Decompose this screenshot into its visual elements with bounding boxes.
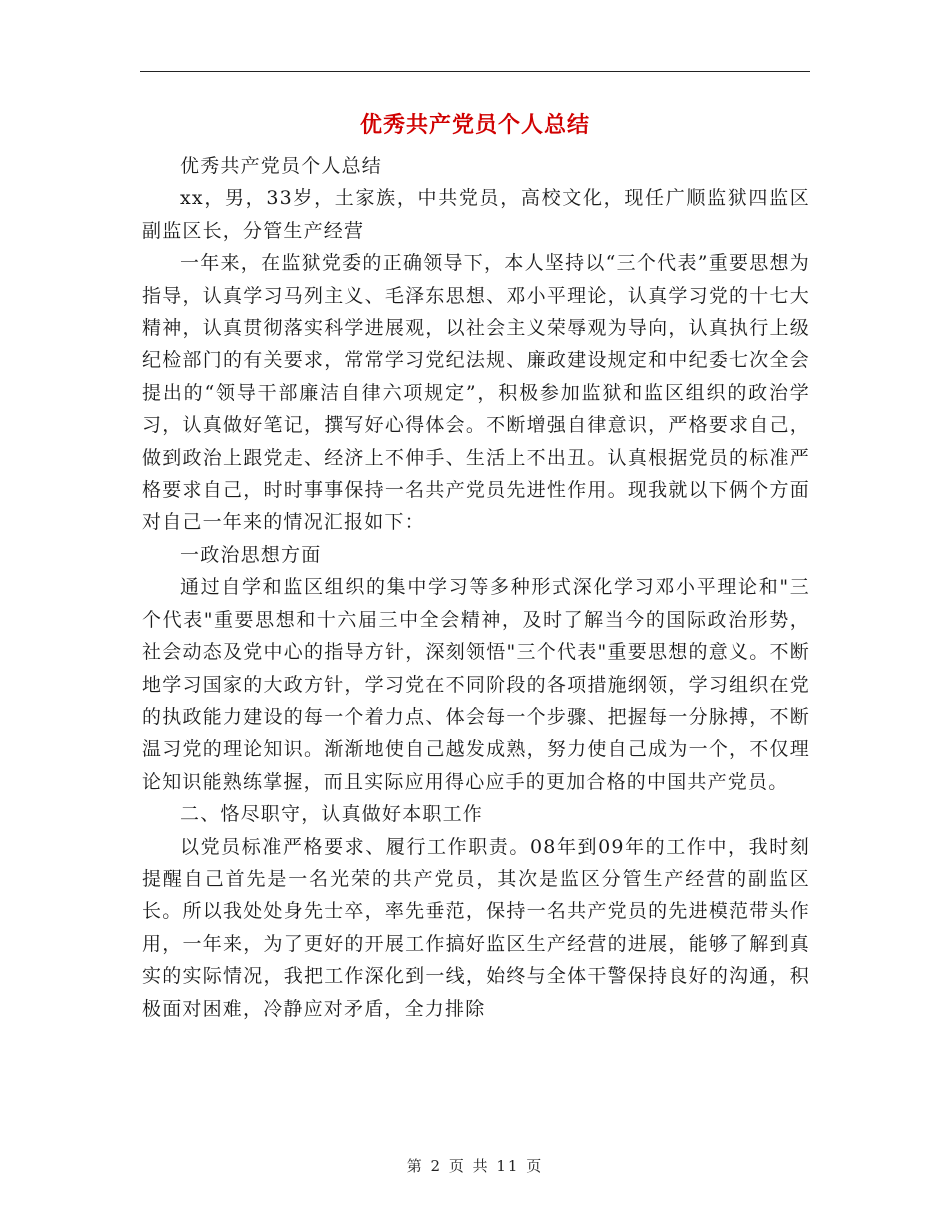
section-heading-political: 一政治思想方面 — [180, 543, 322, 566]
paragraph-political: 通过自学和监区组织的集中学习等多种形式深化学习邓小平理论和"三个代表"重要思想和十六届三中全会精神，及时了解当今的国际政治形势，社会动态及党中心的指导方针，深刻领悟"三个代表"重要思想的意义。不断地学习国家的大政方针，学习党在不同阶段的各项措施纲领，学习组织在党的执政能力建设的每一个着力点、体会每一个步骤、把握每一分脉搏，不断温习党的理论知识。渐渐地使自己越发成熟，努力使自己成为一个，不仅理论知识能熟练掌握，而且实际应用得心应手的更加合格的中国共产党员。 — [142, 576, 810, 793]
paragraph-overview: 一年来，在监狱党委的正确领导下，本人坚持以“三个代表”重要思想为指导，认真学习马列主义、毛泽东思想、邓小平理论，认真学习党的十七大精神，认真贯彻落实科学进展观，以社会主义荣辱观为导向，认真执行上级纪检部门的有关要求，常常学习党纪法规、廉政建设规定和中纪委七次全会提出的“领导干部廉洁自律六项规定”，积极参加监狱和监区组织的政治学习，认真做好笔记，撰写好心得体会。不断增强自律意识，严格要求自己，做到政治上跟党走、经济上不伸手、生活上不出丑。认真根据党员的标准严格要求自己，时时事事保持一名共产党员先进性作用。现我就以下俩个方面对自己一年来的情况汇报如下： — [142, 252, 810, 534]
document-title: 优秀共产党员个人总结 — [359, 113, 590, 138]
paragraph-personal-info: xx，男，33岁，土家族，中共党员，高校文化，现任广顺监狱四监区副监区长，分管生产经营 — [142, 187, 810, 242]
paragraph-subtitle: 优秀共产党员个人总结 — [180, 155, 383, 177]
document-body — [142, 150, 810, 1025]
header-rule — [140, 71, 810, 72]
paragraph-duty: 以党员标准严格要求、履行工作职责。08年到09年的工作中，我时刻提醒自己首先是一名光荣的共产党员，其次是监区分管生产经营的副监区长。所以我处处身先士卒，率先垂范，保持一名共产党员的先进模范带头作用，一年来，为了更好的开展工作搞好监区生产经营的进展，能够了解到真实的实际情况，我把工作深化到一线，始终与全体干警保持良好的沟通，积极面对困难，冷静应对矛盾，全力排除 — [142, 835, 810, 1020]
section-heading-duty: 二、恪尽职守，认真做好本职工作 — [180, 803, 484, 826]
page-number-footer: 第 2 页 共 11 页 — [406, 1157, 544, 1175]
